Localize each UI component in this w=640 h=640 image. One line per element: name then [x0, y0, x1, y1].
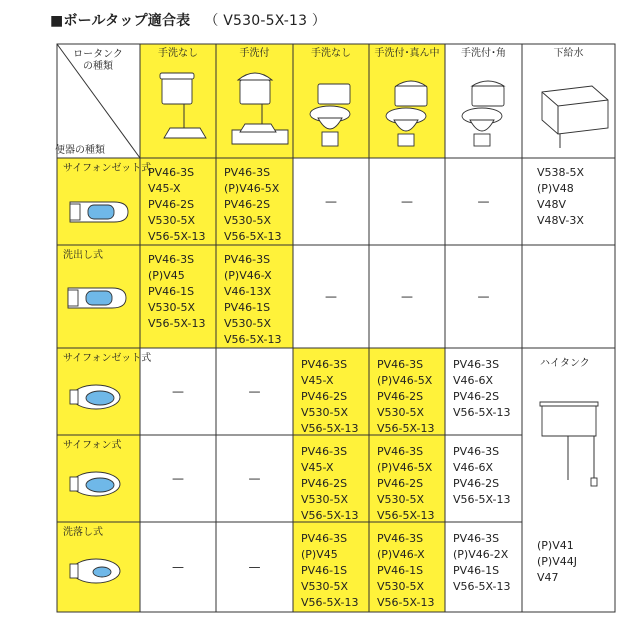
cell-value-r3c4: PV46-2S: [377, 390, 424, 403]
cell-value-r5c3: V530-5X: [301, 580, 349, 593]
column-header-6: 下給水: [553, 48, 584, 59]
cell-value-r2c2: (P)V46-X: [224, 269, 272, 282]
column-header-1: 手洗なし: [158, 48, 198, 59]
cell-value-r1c1: V45-X: [148, 182, 181, 195]
cell-value-r3c5: PV46-2S: [453, 390, 500, 403]
cell-dash-r2c4: —: [401, 289, 413, 304]
title-model: （ V530-5X-13 ）: [204, 13, 327, 29]
right-top-value: V48V-3X: [537, 214, 584, 227]
corner-label-bowl-type: 便器の種類: [55, 145, 105, 156]
cell-value-r5c5: PV46-1S: [453, 564, 500, 577]
cell-value-r3c5: V56-5X-13: [453, 406, 511, 419]
cell-value-r5c3: V56-5X-13: [301, 596, 359, 609]
cell-value-r1c2: PV46-2S: [224, 198, 271, 211]
cell-dash-r2c3: —: [325, 289, 337, 304]
cell-value-r4c3: V56-5X-13: [301, 509, 359, 522]
washout-bowl-icon: [68, 288, 126, 308]
corner-label-tank-type: の種類: [83, 61, 113, 72]
cell-value-r3c4: V56-5X-13: [377, 422, 435, 435]
title-main: ■ボールタップ適合表: [50, 13, 191, 29]
cell-value-r4c5: PV46-3S: [453, 445, 500, 458]
low-feed-tank-icon: [542, 86, 608, 148]
cell-value-r2c1: (P)V45: [148, 269, 185, 282]
cell-value-r5c5: PV46-3S: [453, 532, 500, 545]
cell-dash-r3c1: —: [172, 384, 184, 399]
cell-value-r4c3: PV46-2S: [301, 477, 348, 490]
cell-value-r3c5: V46-6X: [453, 374, 494, 387]
cell-value-r4c5: PV46-2S: [453, 477, 500, 490]
cell-value-r1c1: V530-5X: [148, 214, 196, 227]
cell-value-r4c3: V45-X: [301, 461, 334, 474]
cell-value-r5c4: PV46-1S: [377, 564, 424, 577]
cell-value-r4c5: V56-5X-13: [453, 493, 511, 506]
cell-value-r2c1: PV46-3S: [148, 253, 195, 266]
cell-value-r4c5: V46-6X: [453, 461, 494, 474]
cell-value-r5c3: PV46-3S: [301, 532, 348, 545]
right-top-value: V538-5X: [537, 166, 585, 179]
cell-dash-r4c2: —: [248, 471, 261, 486]
cell-value-r2c1: V56-5X-13: [148, 317, 206, 330]
cell-value-r2c2: V46-13X: [224, 285, 272, 298]
siphon-jet-bowl-icon-1: [70, 202, 128, 222]
cell-value-r5c3: PV46-1S: [301, 564, 348, 577]
cell-value-r1c2: V56-5X-13: [224, 230, 282, 243]
cell-value-r4c3: V530-5X: [301, 493, 349, 506]
row-label-1: サイフォンゼット式: [63, 163, 152, 174]
column-header-5: 手洗付･角: [461, 48, 506, 59]
cell-value-r3c3: PV46-2S: [301, 390, 348, 403]
cell-value-r3c3: V45-X: [301, 374, 334, 387]
cell-value-r5c5: (P)V46-2X: [453, 548, 509, 561]
cell-value-r5c4: V56-5X-13: [377, 596, 435, 609]
cell-dash-r1c5: —: [477, 194, 490, 209]
cell-value-r3c4: (P)V46-5X: [377, 374, 433, 387]
cell-value-r5c4: V530-5X: [377, 580, 425, 593]
cell-dash-r4c1: —: [172, 471, 184, 486]
cell-value-r3c5: PV46-3S: [453, 358, 500, 371]
cell-dash-r5c1: —: [172, 560, 184, 574]
cell-value-r4c3: PV46-3S: [301, 445, 348, 458]
right-top-value: (P)V48: [537, 182, 574, 195]
column-header-2: 手洗付: [239, 48, 270, 59]
cell-value-r5c4: PV46-3S: [377, 532, 424, 545]
cell-value-r4c4: (P)V46-5X: [377, 461, 433, 474]
cell-value-r2c2: PV46-1S: [224, 301, 271, 314]
high-tank-label: ハイタンク: [540, 358, 590, 369]
cell-value-r2c1: PV46-1S: [148, 285, 195, 298]
cell-dash-r2c5: —: [477, 289, 490, 304]
cell-value-r5c3: (P)V45: [301, 548, 338, 561]
corner-label-tank-type: ロータンク: [73, 49, 123, 60]
cell-value-r3c3: PV46-3S: [301, 358, 348, 371]
row-label-4: サイフォン式: [63, 440, 122, 451]
cell-value-r3c3: V530-5X: [301, 406, 349, 419]
cell-value-r1c1: PV46-3S: [148, 166, 195, 179]
cell-dash-r3c2: —: [248, 384, 261, 399]
cell-value-r4c4: V56-5X-13: [377, 509, 435, 522]
high-tank-icon: [540, 402, 598, 486]
column-header-3: 手洗なし: [311, 48, 351, 59]
western-toilet-handwash-corner-icon: [462, 81, 504, 146]
cell-value-r1c1: PV46-2S: [148, 198, 195, 211]
cell-value-r2c2: V56-5X-13: [224, 333, 282, 346]
cell-dash-r5c2: —: [248, 560, 261, 574]
cell-value-r5c5: V56-5X-13: [453, 580, 511, 593]
cell-value-r2c2: V530-5X: [224, 317, 272, 330]
cell-value-r4c4: V530-5X: [377, 493, 425, 506]
column-header-4: 手洗付･真ん中: [374, 48, 440, 59]
right-top-value: V48V: [537, 198, 567, 211]
cell-value-r4c4: PV46-3S: [377, 445, 424, 458]
cell-value-r3c3: V56-5X-13: [301, 422, 359, 435]
right-bottom-value: (P)V41: [537, 539, 574, 552]
cell-value-r1c1: V56-5X-13: [148, 230, 206, 243]
cell-dash-r1c3: —: [325, 194, 337, 209]
cell-value-r4c4: PV46-2S: [377, 477, 424, 490]
cell-value-r2c2: PV46-3S: [224, 253, 271, 266]
row-label-2: 洗出し式: [63, 250, 103, 261]
cell-value-r1c2: V530-5X: [224, 214, 272, 227]
cell-value-r3c4: PV46-3S: [377, 358, 424, 371]
right-bottom-value: (P)V44J: [537, 555, 577, 568]
cell-value-r1c2: (P)V46-5X: [224, 182, 280, 195]
cell-value-r5c4: (P)V46-X: [377, 548, 425, 561]
cell-value-r3c4: V530-5X: [377, 406, 425, 419]
cell-dash-r1c4: —: [401, 194, 413, 209]
right-bottom-value: V47: [537, 571, 559, 584]
row-label-3: サイフォンゼット式: [63, 353, 152, 364]
row-label-5: 洗落し式: [63, 527, 103, 538]
cell-value-r2c1: V530-5X: [148, 301, 196, 314]
cell-value-r1c2: PV46-3S: [224, 166, 271, 179]
